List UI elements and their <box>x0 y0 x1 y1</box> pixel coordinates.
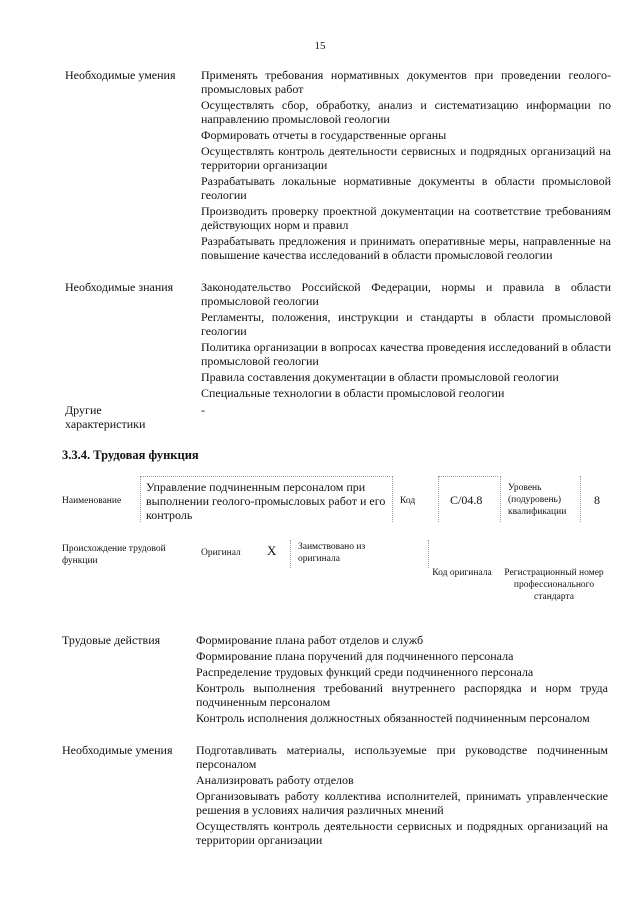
code-label: Код <box>400 496 416 506</box>
code-value: C/04.8 <box>450 493 483 507</box>
origin-code-label: Код оригинала <box>432 568 492 578</box>
original-mark: X <box>267 543 277 558</box>
original-label: Оригинал <box>201 548 241 558</box>
list-item: Политика организации в вопросах качества проведения исследований в области промысловой геологии <box>201 340 611 368</box>
list-item: Применять требования нормативных документов при проведении геолого-промысловых работ <box>201 68 611 96</box>
list-item: Контроль выполнения требований внутреннего распорядка и норм труда подчиненным персоналом <box>196 681 608 709</box>
list-item: Формирование плана поручений для подчиненного персонала <box>196 649 514 663</box>
level-label: Уровень (подуровень) квалификации <box>508 483 567 517</box>
skills2-label: Необходимые умения <box>62 743 173 757</box>
name-value: Управление подчиненным персоналом при выполнении геолого-промысловых работ и его контроль <box>146 480 386 522</box>
skills-label: Необходимые умения <box>65 68 176 82</box>
knowledge-list <box>201 280 611 402</box>
list-item: Организовывать работу коллектива исполнителей, принимать управленческие решения в условиях наличия различных мнений <box>196 789 608 817</box>
page-number: 15 <box>314 40 326 52</box>
list-item: Формирование плана работ отделов и служб <box>196 633 424 647</box>
list-item: Формировать отчеты в государственные органы <box>201 128 447 142</box>
actions-label: Трудовые действия <box>62 633 161 647</box>
actions-list <box>196 633 608 727</box>
list-item: Регламенты, положения, инструкции и стандарты в области промысловой геологии <box>201 310 611 338</box>
list-item: Специальные технологии в области промысловой геологии <box>201 386 505 400</box>
list-item: Разрабатывать предложения и принимать оперативные меры, направленные на повышение качества исследований в области промысловой геологии <box>201 234 611 262</box>
list-item: Распределение трудовых функций среди подчиненного персонала <box>196 665 534 679</box>
name-label: Наименование <box>62 496 122 506</box>
list-item: Контроль исполнения должностных обязанностей подчиненным персоналом <box>196 711 590 725</box>
skills2-list <box>196 743 608 849</box>
section-heading: 3.3.4. Трудовая функция <box>62 448 199 462</box>
list-item: Производить проверку проектной документации на соответствие требованиям действующих норм и правил <box>201 204 611 232</box>
list-item: Подготавливать материалы, используемые при руководстве подчиненным персоналом <box>196 743 608 771</box>
borrowed-label: Заимствовано из оригинала <box>298 542 366 564</box>
other-label: Другие характеристики <box>65 403 146 431</box>
list-item: Анализировать работу отделов <box>196 773 354 787</box>
knowledge-label: Необходимые знания <box>65 280 174 294</box>
other-value: - <box>201 403 205 417</box>
list-item: Правила составления документации в области промысловой геологии <box>201 370 559 384</box>
origin-label: Происхождение трудовой функции <box>62 544 166 566</box>
list-item: Осуществлять сбор, обработку, анализ и систематизацию информации по направлению промысловой геологии <box>201 98 611 126</box>
skills-list <box>201 68 611 264</box>
reg-number-label: Регистрационный номер профессионального стандарта <box>504 568 604 602</box>
list-item: Осуществлять контроль деятельности сервисных и подрядных организаций на территории организации <box>196 819 608 847</box>
list-item: Осуществлять контроль деятельности сервисных и подрядных организаций на территории организации <box>201 144 611 172</box>
level-value: 8 <box>594 493 600 507</box>
list-item: Законодательство Российской Федерации, нормы и правила в области промысловой геологии <box>201 280 611 308</box>
list-item: Разрабатывать локальные нормативные документы в области промысловой геологии <box>201 174 611 202</box>
